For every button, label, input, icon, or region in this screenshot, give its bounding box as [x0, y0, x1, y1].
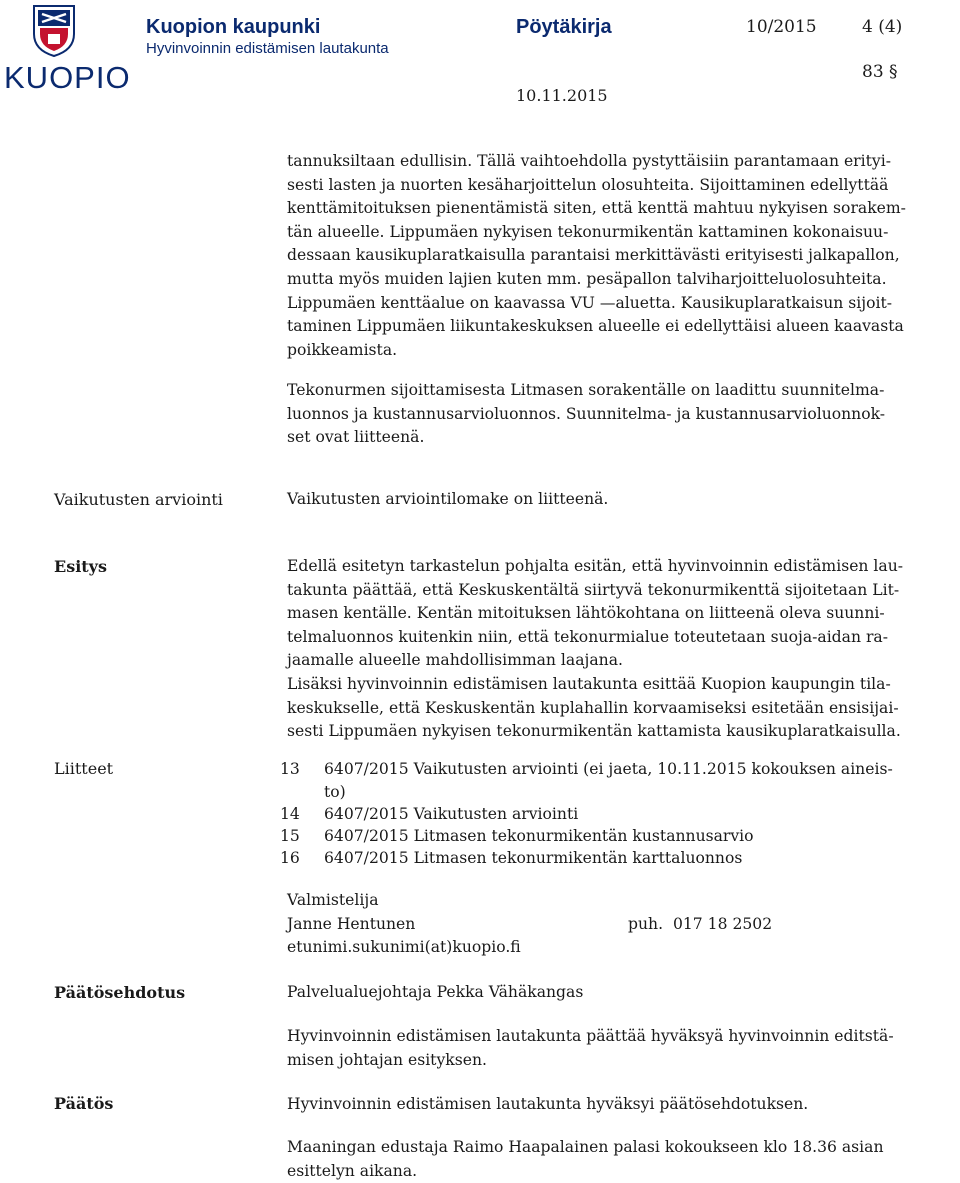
- kuopio-logo: [4, 4, 131, 96]
- text-line: masen kentälle. Kentän mitoituksen lähtökohtana on liitteenä oleva suunni-: [287, 604, 885, 623]
- attachment-number: 14: [280, 805, 300, 823]
- plan-paragraph: [287, 379, 885, 450]
- decision-text: Hyvinvoinnin edistämisen lautakunta hyväksyi päätösehdotuksen.: [287, 1095, 809, 1113]
- attachment-number: 13: [280, 760, 300, 778]
- committee-name: Hyvinvoinnin edistämisen lautakunta: [146, 40, 389, 57]
- attachment-number: 15: [280, 827, 300, 845]
- text-line: telmaluonnos kuitenkin niin, että tekonurmialue toteutetaan suoja-aidan ra-: [287, 627, 888, 646]
- attachment-item: [280, 758, 893, 781]
- doc-type: Pöytäkirja: [516, 16, 612, 38]
- section-number: 83 §: [862, 62, 898, 82]
- intro-paragraph: [287, 150, 906, 362]
- proposal-text: [287, 555, 903, 744]
- text-line: dessaan kausikuplaratkaisulla parantaisi merkittävästi erityisesti jalkapallon,: [287, 246, 900, 265]
- text-line: takunta päättää, että Keskuskentältä siirtyvä tekonurmikenttä sijoitetaan Lit-: [287, 580, 900, 599]
- text-line: luonnos ja kustannusarvioluonnos. Suunnitelma- ja kustannusarvioluonnok-: [287, 404, 886, 423]
- text-line: tän alueelle. Lippumäen nykyisen tekonurmikentän kattaminen kokonaisuu-: [287, 222, 889, 241]
- preparer-email: etunimi.sukunimi(at)kuopio.fi: [287, 938, 521, 956]
- text-line: mutta myös muiden lajien kuten mm. pesäpallon talviharjoitteluolosuhteita.: [287, 269, 887, 288]
- text-line: misen johtajan esityksen.: [287, 1050, 487, 1069]
- impact-text: Vaikutusten arviointilomake on liitteenä.: [287, 490, 609, 508]
- attachment-item: [280, 847, 742, 870]
- attachments-label: Liitteet: [54, 759, 114, 778]
- attachment-item-continuation: [280, 781, 346, 804]
- text-line: Lisäksi hyvinvoinnin edistämisen lautakunta esittää Kuopion kaupungin tila-: [287, 674, 891, 693]
- preparer-title: Valmistelija: [287, 891, 379, 909]
- decision-proposal-label: Päätösehdotus: [54, 983, 186, 1002]
- text-line: Hyvinvoinnin edistämisen lautakunta päättää hyväksyä hyvinvoinnin editstä-: [287, 1027, 894, 1045]
- attachment-title: 6407/2015 Litmasen tekonurmikentän kustannusarvio: [324, 827, 754, 845]
- text-line: Maaningan edustaja Raimo Haapalainen palasi kokoukseen klo 18.36 asian: [287, 1138, 884, 1156]
- coat-of-arms-icon: [32, 4, 76, 58]
- text-line: keskukselle, että Keskuskentän kuplahallin korvaamiseksi esitetään ensisijai-: [287, 698, 899, 717]
- preparer-name: Janne Hentunen: [287, 915, 416, 933]
- decision-proposal-text: [287, 1025, 894, 1072]
- attachment-title: 6407/2015 Vaikutusten arviointi (ei jaeta, 10.11.2015 kokouksen aineis-: [324, 760, 893, 778]
- text-line: Lippumäen kenttäalue on kaavassa VU —aluetta. Kausikuplaratkaisun sijoit-: [287, 293, 893, 312]
- decision-label: Päätös: [54, 1094, 114, 1113]
- text-line: Tekonurmen sijoittamisesta Litmasen sorakentälle on laadittu suunnitelma-: [287, 381, 885, 399]
- text-line: poikkeamista.: [287, 340, 398, 359]
- text-line: sesti lasten ja nuorten kesäharjoittelun olosuhteita. Sijoittaminen edellyttää: [287, 175, 889, 194]
- meeting-date: 10.11.2015: [516, 86, 608, 105]
- text-line: sesti Lippumäen nykyisen tekonurmikentän kattamista kausikuplaratkaisulla.: [287, 722, 901, 741]
- preparer-phone: puh. 017 18 2502: [628, 915, 773, 933]
- decision-proposal-author: Palvelualuejohtaja Pekka Vähäkangas: [287, 983, 584, 1001]
- attachment-item: [280, 825, 754, 848]
- text-line: tannuksiltaan edullisin. Tällä vaihtoehdolla pystyttäisiin parantamaan erityi-: [287, 152, 891, 170]
- proposal-label: Esitys: [54, 557, 107, 576]
- decision-note: [287, 1136, 884, 1183]
- text-line: esittelyn aikana.: [287, 1161, 418, 1180]
- text-line: kenttämitoituksen pienentämistä siten, että kenttä mahtuu nykyisen sorakem-: [287, 199, 906, 218]
- attachment-title: 6407/2015 Litmasen tekonurmikentän karttaluonnos: [324, 849, 743, 867]
- attachment-title: 6407/2015 Vaikutusten arviointi: [324, 805, 579, 823]
- text-line: Edellä esitetyn tarkastelun pohjalta esitän, että hyvinvoinnin edistämisen lau-: [287, 557, 904, 575]
- text-line: jaamalle alueelle mahdollisimman laajana.: [287, 651, 623, 670]
- org-name: Kuopion kaupunki: [146, 16, 321, 38]
- text-line: set ovat liitteenä.: [287, 428, 425, 447]
- doc-number: 10/2015: [746, 17, 817, 37]
- logo-wordmark: KUOPIO: [4, 60, 131, 95]
- impact-label: Vaikutusten arviointi: [54, 490, 223, 509]
- attachment-item: [280, 803, 578, 826]
- attachment-number: 16: [280, 849, 300, 867]
- text-line: taminen Lippumäen liikuntakeskuksen alueelle ei edellyttäisi alueen kaavasta: [287, 317, 904, 336]
- page-count: 4 (4): [862, 17, 903, 37]
- attachment-title-cont: to): [324, 783, 346, 801]
